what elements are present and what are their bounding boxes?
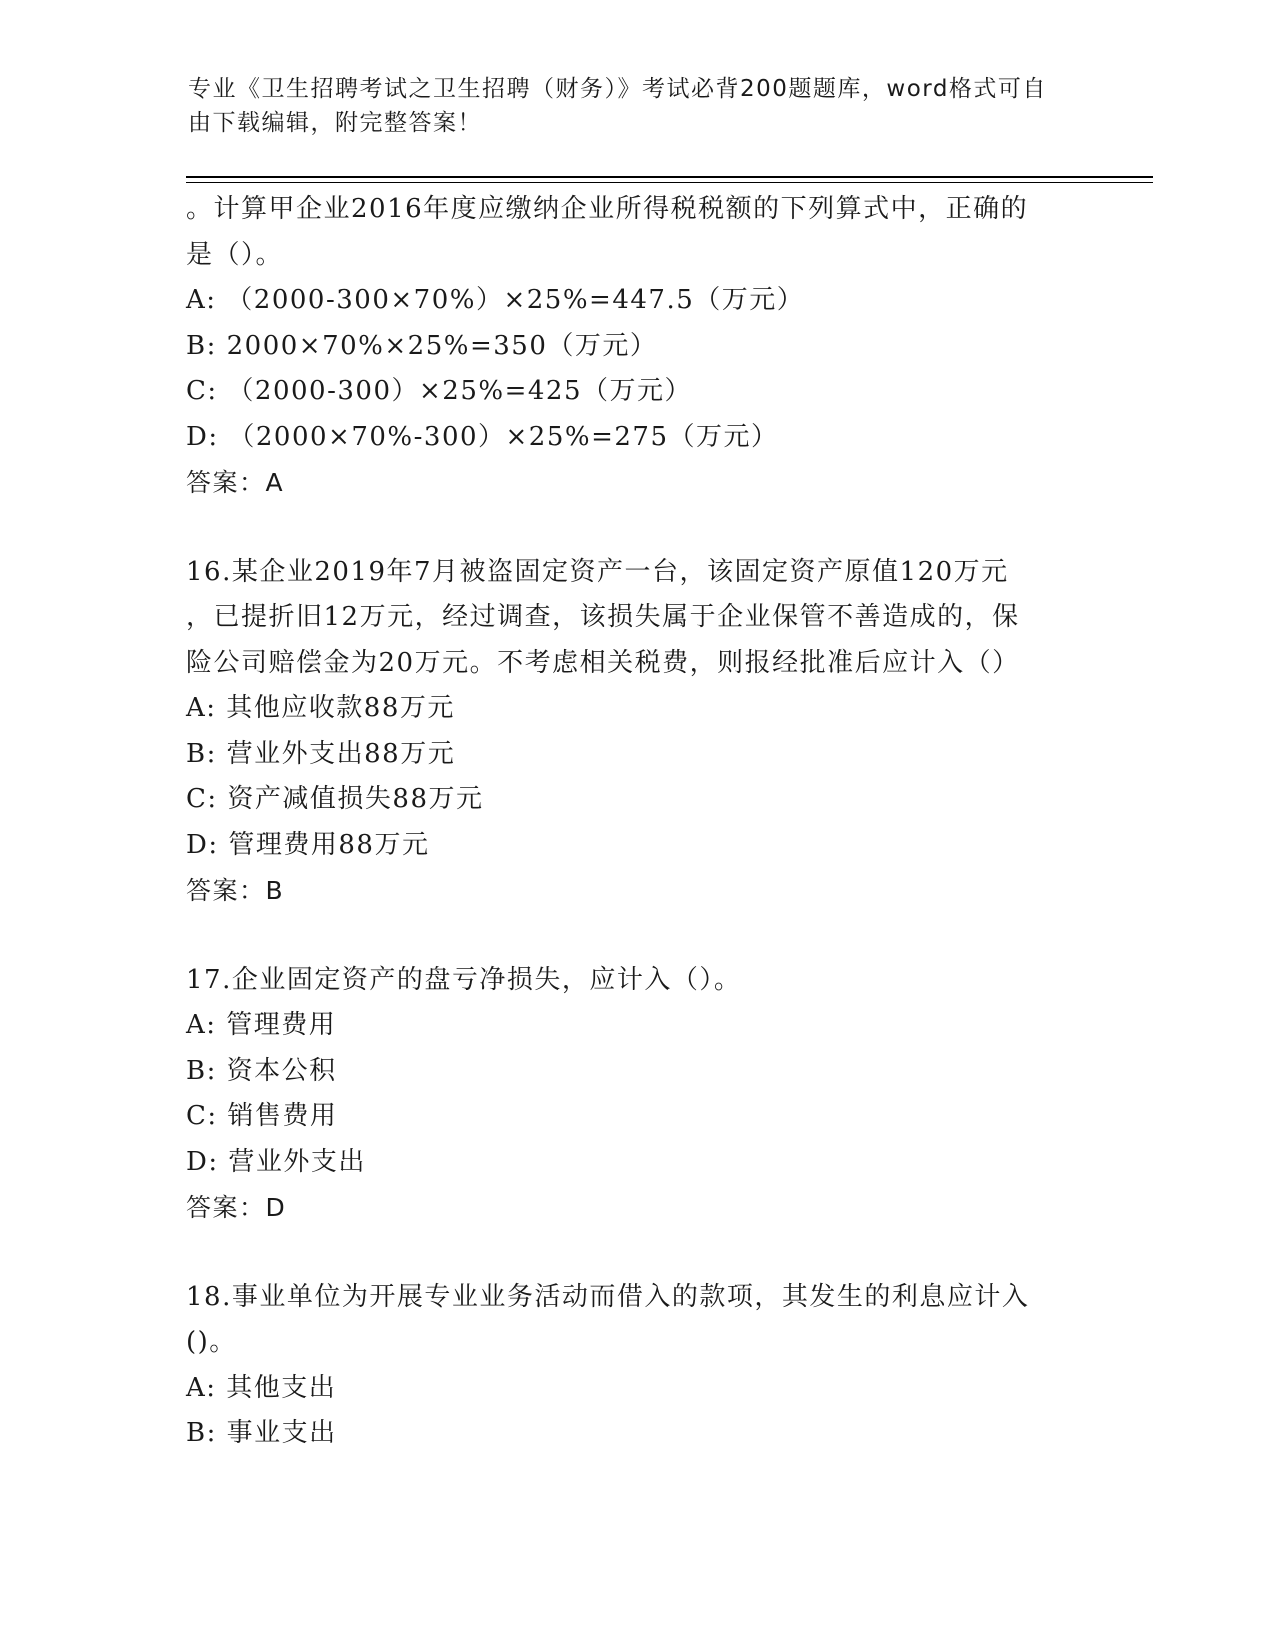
question-17 xyxy=(186,958,1086,1231)
document-header xyxy=(188,72,1068,140)
question-stem: 16.某企业2019年7月被盗固定资产一台，该固定资产原值120万元 xyxy=(186,556,1009,587)
question-18 xyxy=(186,1275,1086,1457)
answer: 答案：B xyxy=(186,876,285,905)
option-a: A: 管理费用 xyxy=(186,1010,337,1040)
question-stem: 是（）。 xyxy=(186,239,284,270)
option-a: A: 其他应收款88万元 xyxy=(186,693,455,723)
option-c: C: （2000-300）×25%=425（万元） xyxy=(186,376,692,406)
question-15 xyxy=(186,187,1086,506)
option-b: B: 2000×70%×25%=350（万元） xyxy=(186,330,658,361)
question-stem: 17.企业固定资产的盘亏净损失，应计入（）。 xyxy=(186,964,742,995)
option-a: A: 其他支出 xyxy=(186,1372,337,1403)
header-line-1: 专业《卫生招聘考试之卫生招聘（财务）》考试必背200题题库，word格式可自 xyxy=(188,76,1047,102)
question-16 xyxy=(186,550,1086,914)
header-divider-thick xyxy=(186,176,1153,178)
question-stem: 18.事业单位为开展专业业务活动而借入的款项，其发生的利息应计入 xyxy=(186,1281,1030,1312)
option-d: D: （2000×70%-300）×25%=275（万元） xyxy=(186,421,779,452)
option-c: C: 资产减值损失88万元 xyxy=(186,784,484,814)
option-b: B: 事业支出 xyxy=(186,1418,337,1448)
option-b: B: 营业外支出88万元 xyxy=(186,738,456,769)
option-d: D: 管理费用88万元 xyxy=(186,829,430,860)
question-stem: ，已提折旧12万元，经过调查，该损失属于企业保管不善造成的，保 xyxy=(186,602,1020,632)
answer: 答案：D xyxy=(186,1193,287,1222)
question-list xyxy=(186,187,1086,1457)
option-a: A: （2000-300×70%）×25%=447.5（万元） xyxy=(186,285,805,315)
option-b: B: 资本公积 xyxy=(186,1055,337,1086)
question-stem: ()。 xyxy=(186,1327,237,1357)
question-stem: 险公司赔偿金为20万元。不考虑相关税费，则报经批准后应计入（） xyxy=(186,647,1020,678)
option-c: C: 销售费用 xyxy=(186,1101,338,1131)
header-divider-thin xyxy=(186,182,1153,183)
option-d: D: 营业外支出 xyxy=(186,1146,366,1177)
answer: 答案：A xyxy=(186,468,285,497)
question-stem: 。计算甲企业2016年度应缴纳企业所得税税额的下列算式中，正确的 xyxy=(186,194,1029,224)
header-line-2: 由下载编辑，附完整答案！ xyxy=(188,110,482,136)
